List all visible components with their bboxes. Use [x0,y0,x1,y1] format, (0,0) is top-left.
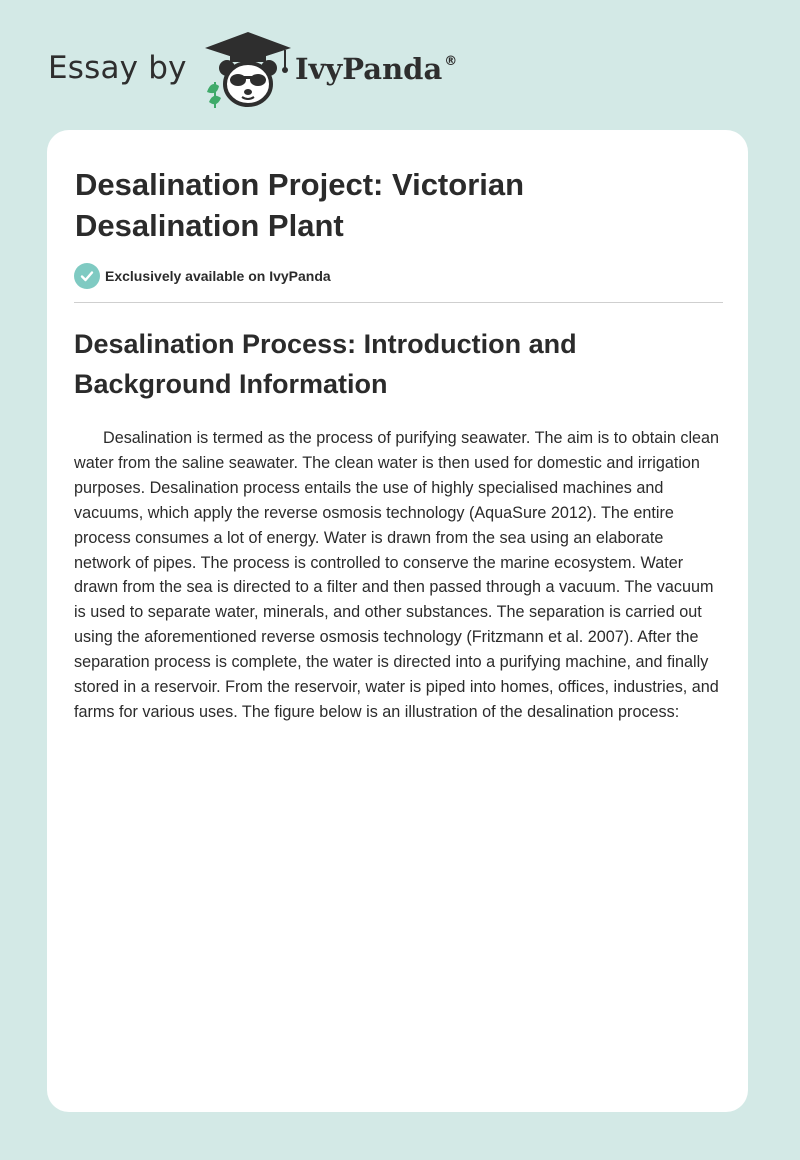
brand-name-text: IvyPanda [295,52,443,86]
check-circle-icon [74,263,100,289]
divider [74,302,723,303]
page-title: Desalination Project: Victorian Desalination Plant [75,167,525,243]
brand-name[interactable] [295,52,457,86]
article-card [47,130,748,1112]
body-paragraph: Desalination is termed as the process of purifying seawater. The aim is to obtain clean water from the saline seawater. The clean water is then used for domestic and irrigation purposes. Desalination process entails the use of highly specialised machines and vacuums, which apply the reverse osmosis technology (AquaSure 2012). The entire process consumes a lot of energy. Water is drawn from the sea using an elaborate network of pipes. The process is controlled to conserve the marine ecosystem. Water drawn from the sea is directed to a filter and then passed through a vacuum. The vacuum is used to separate water, minerals, and other substances. The separation is carried out using the aforementioned reverse osmosis technology (Fritzmann et al. 2007). After the separation process is complete, the water is directed into a purifying machine, and finally stored in a reservoir. From the reservoir, water is piped into homes, offices, industries, and farms for various uses. The figure below is an illustration of the desalination process: [74,429,720,721]
badge-label: Exclusively available on IvyPanda [105,268,331,284]
site-header [48,30,468,110]
panda-graduate-logo-icon[interactable] [203,30,293,110]
exclusive-badge [74,263,331,289]
registered-mark: ® [444,54,458,69]
essay-by-label: Essay by [48,50,187,86]
section-heading: Desalination Process: Introduction and Background Information [74,329,577,399]
